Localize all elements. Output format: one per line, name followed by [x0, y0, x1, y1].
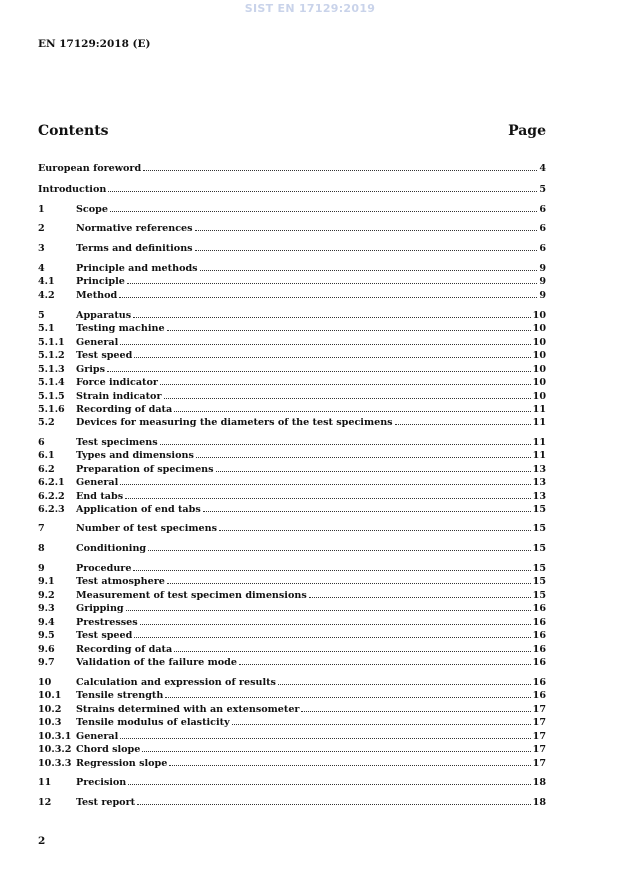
toc-dot-leader	[137, 803, 531, 805]
toc-dot-leader	[143, 169, 537, 171]
toc-entry-number: 10.3	[38, 717, 62, 728]
toc-entry-title: Recording of data	[76, 404, 173, 415]
toc-entry-number: 9.4	[38, 617, 55, 628]
toc-entry-main	[76, 716, 546, 729]
toc-dot-leader	[165, 696, 530, 698]
toc-entry-number: 5.1.5	[38, 391, 65, 402]
toc-entry[interactable]	[38, 730, 546, 743]
toc-entry-number: 5.1	[38, 323, 55, 334]
toc-entry-main	[76, 490, 546, 503]
toc-entry[interactable]	[38, 436, 546, 449]
toc-entry-title: Types and dimensions	[76, 450, 194, 461]
toc-entry-title: Precision	[76, 777, 127, 788]
toc-entry-main	[76, 703, 546, 716]
toc-entry-page: 17	[532, 744, 546, 755]
toc-entry[interactable]	[38, 656, 546, 669]
toc-entry-page: 10	[532, 323, 546, 334]
toc-entry-title: Prestresses	[76, 617, 138, 628]
toc-dot-leader	[195, 249, 538, 251]
toc-entry-main	[76, 542, 546, 555]
toc-entry-title: Testing machine	[76, 323, 165, 334]
toc-entry-number: 5.1.6	[38, 404, 65, 415]
toc-entry-page: 4	[539, 163, 546, 174]
toc-entry-main	[76, 203, 546, 216]
toc-entry-title: Terms and definitions	[76, 243, 193, 254]
toc-entry[interactable]	[38, 490, 546, 503]
toc-entry-page: 15	[532, 576, 546, 587]
toc-dot-leader	[174, 650, 530, 652]
toc-entry-page: 16	[532, 690, 546, 701]
toc-entry[interactable]	[38, 183, 546, 196]
toc-entry-page: 15	[532, 590, 546, 601]
toc-dot-leader	[120, 483, 530, 485]
toc-dot-leader	[133, 316, 530, 318]
toc-entry-page: 10	[532, 350, 546, 361]
toc-entry-page: 16	[532, 677, 546, 688]
toc-entry-title: Normative references	[76, 223, 193, 234]
toc-entry-main	[76, 522, 546, 535]
toc-entry[interactable]	[38, 476, 546, 489]
toc-entry-main	[76, 643, 546, 656]
toc-entry-title: Application of end tabs	[76, 504, 201, 515]
toc-dot-leader	[160, 383, 531, 385]
toc-entry-page: 16	[532, 644, 546, 655]
toc-entry[interactable]	[38, 309, 546, 322]
toc-entry-number: 9.1	[38, 576, 55, 587]
toc-entry[interactable]	[38, 203, 546, 216]
toc-dot-leader	[174, 410, 530, 412]
toc-entry-number: 10.2	[38, 704, 62, 715]
toc-entry[interactable]	[38, 542, 546, 555]
toc-dot-leader	[134, 636, 530, 638]
contents-header	[38, 123, 546, 143]
toc-entry-title: Grips	[76, 364, 106, 375]
toc-entry-number: 6.1	[38, 450, 55, 461]
toc-entry[interactable]	[38, 616, 546, 629]
toc-entry-main	[76, 602, 546, 615]
toc-entry-main	[76, 363, 546, 376]
toc-dot-leader	[216, 470, 531, 472]
toc-entry-main	[76, 463, 546, 476]
toc-entry-number: 6.2.3	[38, 504, 65, 515]
toc-entry[interactable]	[38, 275, 546, 288]
toc-entry-title: Recording of data	[76, 644, 173, 655]
toc-entry[interactable]	[38, 703, 546, 716]
toc-entry-page: 10	[532, 337, 546, 348]
toc-entry-main	[76, 503, 546, 516]
toc-entry-title: Chord slope	[76, 744, 141, 755]
toc-entry-main	[76, 349, 546, 362]
toc-entry-number: 6.2.2	[38, 491, 65, 502]
toc-entry[interactable]	[38, 416, 546, 429]
toc-entry-main	[76, 336, 546, 349]
toc-dot-leader	[196, 456, 531, 458]
toc-entry-title: Scope	[76, 204, 108, 215]
toc-entry[interactable]	[38, 463, 546, 476]
toc-entry-number: 3	[38, 243, 45, 254]
toc-entry-main	[76, 275, 546, 288]
toc-entry[interactable]	[38, 403, 546, 416]
toc-entry-number: 11	[38, 777, 52, 788]
toc-entry-main	[76, 796, 546, 809]
toc-entry-title: General	[76, 731, 119, 742]
toc-entry-title: European foreword	[38, 163, 142, 174]
toc-entry-title: Principle and methods	[76, 263, 198, 274]
toc-dot-leader	[395, 423, 531, 425]
toc-entry-main	[76, 262, 546, 275]
toc-entry-title: Test atmosphere	[76, 576, 165, 587]
toc-entry-page: 17	[532, 758, 546, 769]
toc-entry[interactable]	[38, 376, 546, 389]
toc-entry[interactable]	[38, 390, 546, 403]
toc-entry-number: 10.1	[38, 690, 62, 701]
toc-dot-leader	[195, 229, 538, 231]
toc-entry-number: 6.2.1	[38, 477, 65, 488]
toc-entry-page: 17	[532, 731, 546, 742]
toc-entry-title: Validation of the failure mode	[76, 657, 237, 668]
toc-entry-title: Tensile strength	[76, 690, 164, 701]
toc-entry-page: 6	[539, 223, 546, 234]
toc-entry-page: 11	[532, 450, 546, 461]
toc-entry-number: 9.2	[38, 590, 55, 601]
page-number: 2	[38, 835, 46, 847]
toc-entry-page: 15	[532, 504, 546, 515]
toc-entry-page: 6	[539, 204, 546, 215]
toc-entry[interactable]	[38, 643, 546, 656]
toc-entry-page: 10	[532, 391, 546, 402]
toc-dot-leader	[134, 356, 530, 358]
toc-entry[interactable]	[38, 262, 546, 275]
toc-entry-number: 4	[38, 263, 45, 274]
toc-entry-page: 6	[539, 243, 546, 254]
toc-entry-title: Test speed	[76, 630, 133, 641]
toc-entry-number: 7	[38, 523, 45, 534]
toc-entry-main	[76, 757, 546, 770]
toc-entry-number: 5.1.3	[38, 364, 65, 375]
toc-dot-leader	[167, 329, 531, 331]
toc-entry-title: Force indicator	[76, 377, 158, 388]
toc-entry-title: Strains determined with an extensometer	[76, 704, 300, 715]
toc-entry[interactable]	[38, 796, 546, 809]
toc-entry-page: 10	[532, 310, 546, 321]
toc-entry-main	[76, 589, 546, 602]
toc-entry-main	[76, 309, 546, 322]
toc-entry-main	[76, 403, 546, 416]
toc-dot-leader	[127, 282, 537, 284]
toc-entry-number: 9.7	[38, 657, 55, 668]
toc-dot-leader	[125, 497, 531, 499]
toc-entry-title: Test report	[76, 797, 136, 808]
toc-entry-title: End tabs	[76, 491, 124, 502]
toc-entry-title: Regression slope	[76, 758, 168, 769]
toc-entry-main	[76, 449, 546, 462]
toc-entry[interactable]	[38, 503, 546, 516]
toc-entry-number: 10.3.2	[38, 744, 72, 755]
toc-entry-title: Tensile modulus of elasticity	[76, 717, 230, 728]
toc-dot-leader	[133, 569, 530, 571]
toc-entry-number: 9.6	[38, 644, 55, 655]
toc-entry-main	[76, 575, 546, 588]
toc-entry-page: 13	[532, 464, 546, 475]
toc-entry-page: 13	[532, 491, 546, 502]
toc-dot-leader	[108, 190, 537, 192]
toc-dot-leader	[148, 549, 531, 551]
toc-entry-title: Calculation and expression of results	[76, 677, 276, 688]
toc-dot-leader	[160, 443, 531, 445]
toc-entry-title: Gripping	[76, 603, 124, 614]
toc-entry-number: 5.1.4	[38, 377, 65, 388]
toc-dot-leader	[164, 397, 531, 399]
toc-entry-page: 15	[532, 523, 546, 534]
toc-entry-number: 5	[38, 310, 45, 321]
toc-entry-number: 8	[38, 543, 45, 554]
toc-dot-leader	[167, 582, 531, 584]
toc-entry-title: Number of test specimens	[76, 523, 218, 534]
toc-entry-page: 17	[532, 704, 546, 715]
toc-entry-main	[76, 242, 546, 255]
toc-entry-title: Introduction	[38, 184, 107, 195]
toc-entry-title: Strain indicator	[76, 391, 162, 402]
toc-dot-leader	[301, 710, 530, 712]
toc-entry-number: 9.5	[38, 630, 55, 641]
toc-entry-page: 16	[532, 630, 546, 641]
toc-entry-title: Test speed	[76, 350, 133, 361]
toc-entry-page: 16	[532, 657, 546, 668]
toc-entry-page: 9	[539, 290, 546, 301]
toc-entry[interactable]	[38, 743, 546, 756]
toc-entry[interactable]	[38, 449, 546, 462]
toc-dot-leader	[126, 609, 531, 611]
toc-entry-title: Procedure	[76, 563, 132, 574]
toc-entry-main	[76, 743, 546, 756]
toc-entry-number: 1	[38, 204, 45, 215]
toc-entry-title: Principle	[76, 276, 125, 287]
toc-dot-leader	[219, 529, 531, 531]
toc-entry-main	[76, 416, 546, 429]
toc-entry-title: Apparatus	[76, 310, 132, 321]
toc-entry-page: 5	[539, 184, 546, 195]
toc-entry[interactable]	[38, 629, 546, 642]
toc-dot-leader	[110, 210, 537, 212]
toc-entry-main	[76, 656, 546, 669]
toc-entry-main	[76, 322, 546, 335]
toc-dot-leader	[107, 370, 531, 372]
toc-entry[interactable]	[38, 222, 546, 235]
toc-entry-main	[38, 183, 546, 196]
toc-entry[interactable]	[38, 589, 546, 602]
toc-entry[interactable]	[38, 336, 546, 349]
toc-entry-page: 9	[539, 263, 546, 274]
toc-entry-main	[76, 689, 546, 702]
toc-entry[interactable]	[38, 289, 546, 302]
toc-dot-leader	[128, 783, 530, 785]
toc-entry-title: Method	[76, 290, 118, 301]
toc-entry-main	[76, 436, 546, 449]
toc-entry-number: 4.1	[38, 276, 55, 287]
toc-entry-main	[76, 476, 546, 489]
toc-entry-title: Conditioning	[76, 543, 147, 554]
page-column-label: Page	[508, 123, 546, 139]
toc-entry-title: Test specimens	[76, 437, 158, 448]
toc-entry-page: 18	[532, 797, 546, 808]
toc-entry-number: 10.3.1	[38, 731, 72, 742]
toc-entry-number: 5.2	[38, 417, 55, 428]
toc-entry-main	[76, 562, 546, 575]
toc-entry-page: 15	[532, 543, 546, 554]
toc-entry-page: 17	[532, 717, 546, 728]
toc-entry-page: 16	[532, 603, 546, 614]
toc-entry[interactable]	[38, 562, 546, 575]
toc-entry-number: 12	[38, 797, 52, 808]
toc-dot-leader	[278, 683, 531, 685]
toc-dot-leader	[169, 764, 530, 766]
toc-entry-number: 9	[38, 563, 45, 574]
toc-entry-page: 10	[532, 364, 546, 375]
toc-entry-main	[76, 730, 546, 743]
toc-entry-title: Devices for measuring the diameters of the test specimens	[76, 417, 393, 428]
toc-entry-number: 6	[38, 437, 45, 448]
toc-entry-number: 10.3.3	[38, 758, 72, 769]
document-id: EN 17129:2018 (E)	[38, 38, 151, 50]
toc-entry-title: General	[76, 477, 119, 488]
toc-entry-number: 10	[38, 677, 52, 688]
toc-entry-page: 18	[532, 777, 546, 788]
toc-dot-leader	[142, 750, 530, 752]
toc-entry-number: 2	[38, 223, 45, 234]
toc-entry-page: 15	[532, 563, 546, 574]
toc-entry[interactable]	[38, 757, 546, 770]
toc-entry-title: Measurement of test specimen dimensions	[76, 590, 307, 601]
toc-dot-leader	[239, 663, 531, 665]
toc-entry[interactable]	[38, 676, 546, 689]
toc-entry-page: 13	[532, 477, 546, 488]
toc-entry-main	[76, 289, 546, 302]
toc-entry-number: 6.2	[38, 464, 55, 475]
toc-entry-page: 9	[539, 276, 546, 287]
toc-entry-page: 16	[532, 617, 546, 628]
toc-entry[interactable]	[38, 162, 546, 175]
toc-entry-page: 10	[532, 377, 546, 388]
toc-dot-leader	[309, 596, 531, 598]
toc-entry[interactable]	[38, 689, 546, 702]
toc-entry-main	[76, 629, 546, 642]
toc-entry[interactable]	[38, 349, 546, 362]
toc-entry-number: 5.1.1	[38, 337, 65, 348]
toc-entry[interactable]	[38, 602, 546, 615]
toc-entry-page: 11	[532, 437, 546, 448]
toc-entry[interactable]	[38, 363, 546, 376]
toc-entry-main	[38, 162, 546, 175]
toc-entry[interactable]	[38, 242, 546, 255]
toc-entry[interactable]	[38, 522, 546, 535]
toc-entry-title: General	[76, 337, 119, 348]
toc-entry[interactable]	[38, 575, 546, 588]
toc-entry[interactable]	[38, 776, 546, 789]
toc-entry-page: 11	[532, 404, 546, 415]
toc-dot-leader	[203, 510, 531, 512]
toc-dot-leader	[119, 296, 537, 298]
contents-title: Contents	[38, 123, 109, 139]
toc-entry-number: 9.3	[38, 603, 55, 614]
toc-entry-title: Preparation of specimens	[76, 464, 214, 475]
toc-entry-main	[76, 616, 546, 629]
toc-dot-leader	[120, 343, 530, 345]
toc-dot-leader	[140, 623, 531, 625]
toc-dot-leader	[120, 737, 530, 739]
toc-entry-page: 11	[532, 417, 546, 428]
toc-entry-number: 4.2	[38, 290, 55, 301]
toc-entry-main	[76, 376, 546, 389]
toc-entry[interactable]	[38, 322, 546, 335]
watermark: SIST EN 17129:2019	[244, 2, 376, 15]
toc-entry-main	[76, 390, 546, 403]
toc-entry-main	[76, 676, 546, 689]
toc-dot-leader	[200, 269, 538, 271]
toc-entry-number: 5.1.2	[38, 350, 65, 361]
toc-entry-main	[76, 776, 546, 789]
toc-dot-leader	[232, 723, 531, 725]
toc-entry-main	[76, 222, 546, 235]
toc-entry[interactable]	[38, 716, 546, 729]
